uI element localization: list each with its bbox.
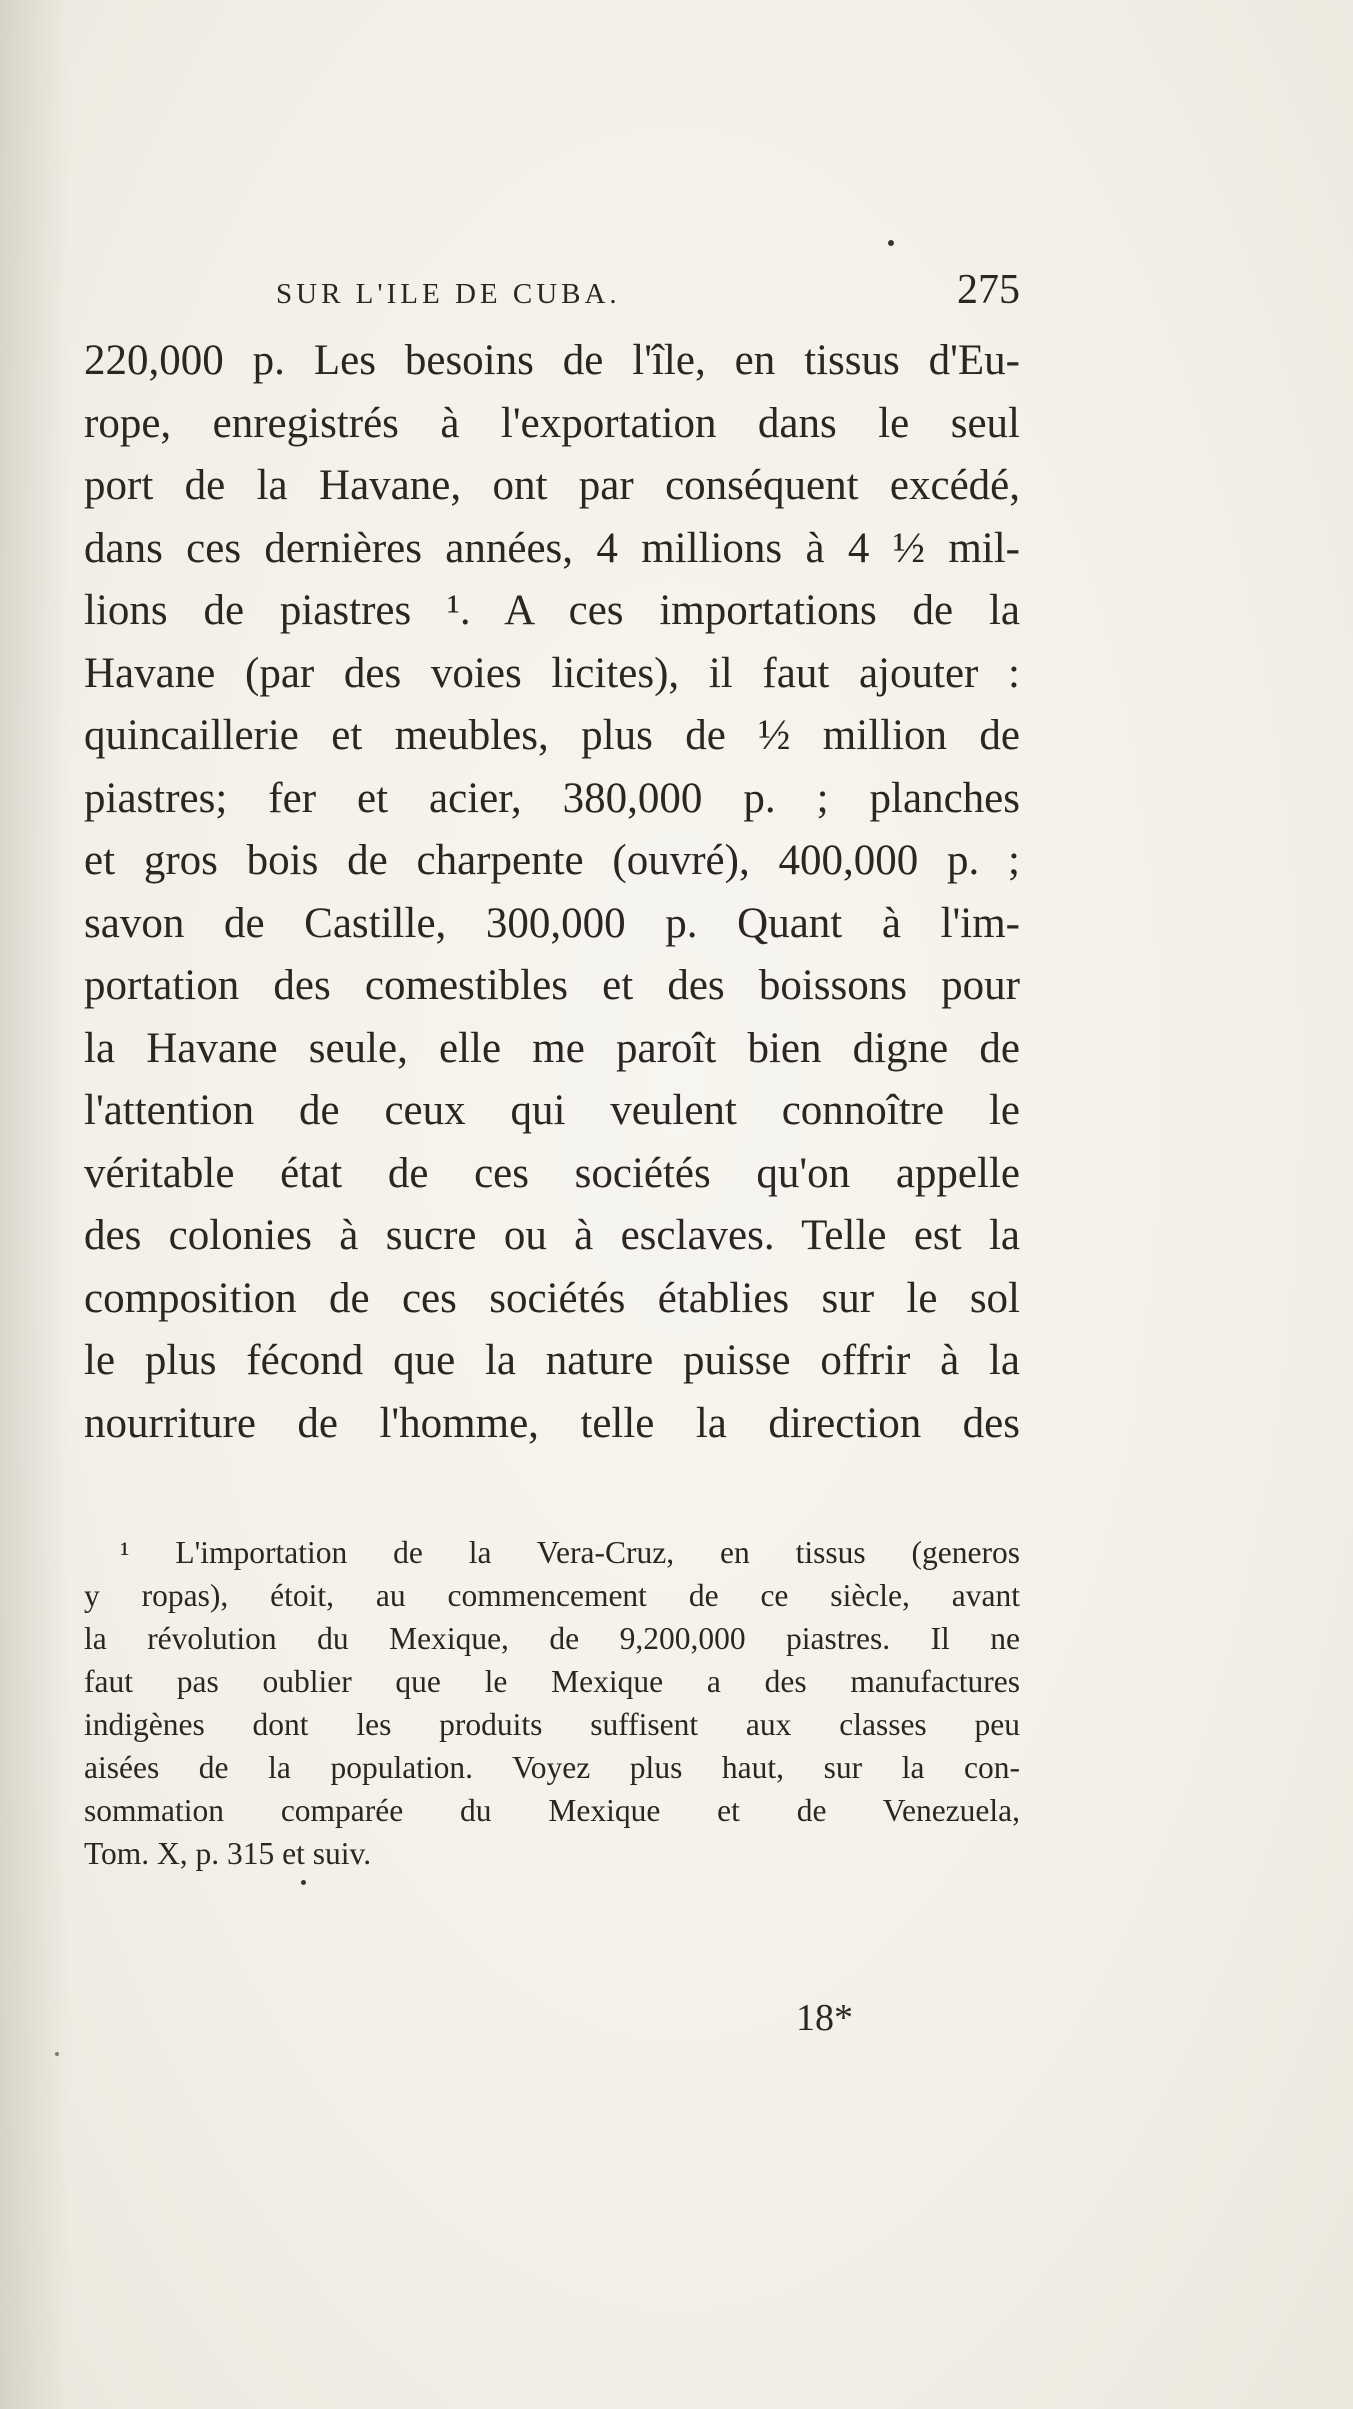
running-head	[84, 264, 1020, 324]
body-line: le plus fécond que la nature puisse offrir à la	[84, 1337, 1020, 1384]
body-line: Havane (par des voies licites), il faut ajouter :	[84, 649, 1020, 697]
page-number: 275	[957, 267, 1020, 313]
body-line: l'attention de ceux qui veulent connoître le	[84, 1087, 1020, 1134]
body-line: composition de ces sociétés établies sur le sol	[84, 1274, 1020, 1322]
footnote-line: ¹ L'importation de la Vera-Cruz, en tissus (generos	[120, 1535, 1020, 1570]
footnote-line: la révolution du Mexique, de 9,200,000 piastres. Il ne	[84, 1621, 1020, 1656]
body-line: dans ces dernières années, 4 millions à 4 ½ mil-	[84, 524, 1020, 572]
binding-shadow	[0, 0, 70, 2409]
body-line: savon de Castille, 300,000 p. Quant à l'im-	[84, 899, 1020, 947]
body-line: piastres; fer et acier, 380,000 p. ; planches	[84, 774, 1020, 822]
ink-speck	[55, 2052, 59, 2056]
footnote-line: y ropas), étoit, au commencement de ce siècle, avant	[84, 1578, 1020, 1613]
footnote-line: Tom. X, p. 315 et suiv.	[84, 1836, 372, 1871]
body-line: port de la Havane, ont par conséquent excédé,	[84, 462, 1020, 509]
body-line: quincaillerie et meubles, plus de ½ million de	[84, 712, 1020, 759]
body-line: portation des comestibles et des boissons pour	[84, 962, 1020, 1009]
body-line: des colonies à sucre ou à esclaves. Telle est la	[84, 1212, 1020, 1259]
footnote-line: faut pas oublier que le Mexique a des manufactures	[84, 1664, 1020, 1699]
footnote-line: sommation comparée du Mexique et de Venezuela,	[84, 1793, 1020, 1828]
ink-speck	[301, 1880, 306, 1885]
body-line: la Havane seule, elle me paroît bien digne de	[84, 1024, 1020, 1072]
body-line: véritable état de ces sociétés qu'on appelle	[84, 1149, 1020, 1197]
ink-speck	[888, 240, 894, 246]
footnote	[84, 1531, 1020, 1875]
body-line: et gros bois de charpente (ouvré), 400,000 p. ;	[84, 837, 1020, 884]
body-line: lions de piastres ¹. A ces importations de la	[84, 587, 1020, 634]
body-line: rope, enregistrés à l'exportation dans le seul	[84, 399, 1020, 447]
body-line: nourriture de l'homme, telle la direction des	[84, 1399, 1020, 1447]
body-line: 220,000 p. Les besoins de l'île, en tissus d'Eu-	[84, 337, 1020, 384]
text-block	[84, 264, 1020, 1875]
footnote-line: indigènes dont les produits suffisent aux classes peu	[84, 1707, 1020, 1742]
running-title: SUR L'ILE DE CUBA.	[276, 278, 621, 310]
signature-mark: 18*	[796, 1997, 853, 2039]
footnote-line: aisées de la population. Voyez plus haut, sur la con-	[84, 1750, 1020, 1785]
body-text	[84, 330, 1020, 1455]
